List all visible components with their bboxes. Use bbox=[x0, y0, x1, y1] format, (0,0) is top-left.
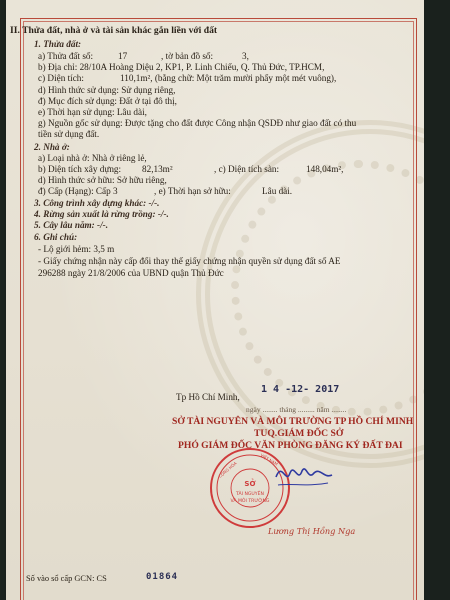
notes-line-3: 296288 ngày 21/8/2006 của UBND quận Thủ Đức bbox=[38, 268, 224, 278]
svg-text:SỞ: SỞ bbox=[244, 480, 256, 488]
svg-text:VIỆT NAM: VIỆT NAM bbox=[259, 452, 279, 467]
perennial-trees: 5. Cây lâu năm: -/-. bbox=[34, 220, 109, 230]
land-parcel-label: a) Thửa đất số: bbox=[38, 51, 94, 61]
sign-date-stamp: 1 4 -12- 2017 bbox=[261, 384, 340, 395]
other-works: 3. Công trình xây dựng khác: -/-. bbox=[34, 198, 160, 208]
sign-org-1: SỞ TÀI NGUYÊN VÀ MÔI TRƯỜNG TP HỒ CHÍ MINH bbox=[172, 416, 414, 427]
land-map-label: , tờ bản đồ số: bbox=[161, 51, 214, 61]
svg-text:CỘNG HÒA: CỘNG HÒA bbox=[217, 460, 238, 479]
house-floor-area-value: 148,04m², bbox=[306, 164, 344, 174]
signature-icon bbox=[268, 455, 348, 495]
sign-place: Tp Hồ Chí Minh, bbox=[176, 392, 240, 402]
registry-number: 01864 bbox=[146, 572, 179, 582]
planted-forest: 4. Rừng sản xuất là rừng trồng: -/-. bbox=[34, 209, 169, 219]
house-term-label: , e) Thời hạn sở hữu: bbox=[154, 186, 231, 196]
sign-org-3: PHÓ GIÁM ĐỐC VĂN PHÒNG ĐĂNG KÝ ĐẤT ĐAI bbox=[178, 440, 403, 451]
land-origin-cont: tiền sử dụng đất. bbox=[38, 129, 100, 139]
land-area-value: 110,1m², (bằng chữ: Một trăm mười phẩy một mét vuông), bbox=[120, 73, 337, 83]
registry-label: Số vào sổ cấp GCN: CS bbox=[26, 574, 107, 583]
land-parcel-value: 17 bbox=[118, 51, 128, 61]
house-type: a) Loại nhà ở: Nhà ở riêng lẻ, bbox=[38, 153, 147, 163]
certificate-page bbox=[6, 0, 424, 600]
house-ownership: d) Hình thức sở hữu: Sở hữu riêng, bbox=[38, 175, 167, 185]
background-edge bbox=[424, 0, 450, 600]
sign-date-labels: ngày ........ tháng ......... năm ........ bbox=[246, 405, 347, 414]
land-heading: 1. Thửa đất: bbox=[34, 39, 82, 49]
house-floor-area-label: , c) Diện tích sàn: bbox=[214, 164, 280, 174]
house-term-value: Lâu dài. bbox=[262, 186, 293, 196]
land-address: b) Địa chỉ: 28/10A Hoàng Diệu 2, KP1, P. Linh Chiểu, Q. Thủ Đức, TP.HCM, bbox=[38, 62, 325, 72]
notes-line-1: - Lộ giới hẻm: 3,5 m bbox=[38, 244, 115, 254]
sign-org-2: TUQ.GIÁM ĐỐC SỞ bbox=[254, 428, 344, 439]
notes-heading: 6. Ghi chú: bbox=[34, 232, 78, 242]
section-title: II. Thửa đất, nhà ở và tài sản khác gắn liền với đất bbox=[10, 25, 218, 36]
svg-text:VÀ MÔI TRƯỜNG: VÀ MÔI TRƯỜNG bbox=[230, 499, 270, 504]
signer-name: Lương Thị Hồng Nga bbox=[268, 526, 356, 536]
house-build-area-value: 82,13m² bbox=[142, 164, 173, 174]
land-area-label: c) Diện tích: bbox=[38, 73, 84, 83]
notes-line-2: - Giấy chứng nhận này cấp đổi thay thế giấy chứng nhận quyền sử dụng đất số AE bbox=[38, 256, 341, 266]
land-use-term: e) Thời hạn sử dụng: Lâu dài, bbox=[38, 107, 147, 117]
house-build-area-label: b) Diện tích xây dựng: bbox=[38, 164, 122, 174]
house-grade: đ) Cấp (Hạng): Cấp 3 bbox=[38, 186, 118, 196]
house-heading: 2. Nhà ở: bbox=[34, 142, 70, 152]
svg-text:TÀI NGUYÊN: TÀI NGUYÊN bbox=[236, 492, 264, 497]
land-origin: g) Nguồn gốc sử dụng: Được tặng cho đất được Công nhận QSDĐ như giao đất có thu bbox=[38, 118, 357, 128]
land-map-value: 3, bbox=[242, 51, 249, 61]
land-use-purpose: đ) Mục đích sử dụng: Đất ở tại đô thị, bbox=[38, 96, 177, 106]
land-use-form: d) Hình thức sử dụng: Sử dụng riêng, bbox=[38, 85, 176, 95]
